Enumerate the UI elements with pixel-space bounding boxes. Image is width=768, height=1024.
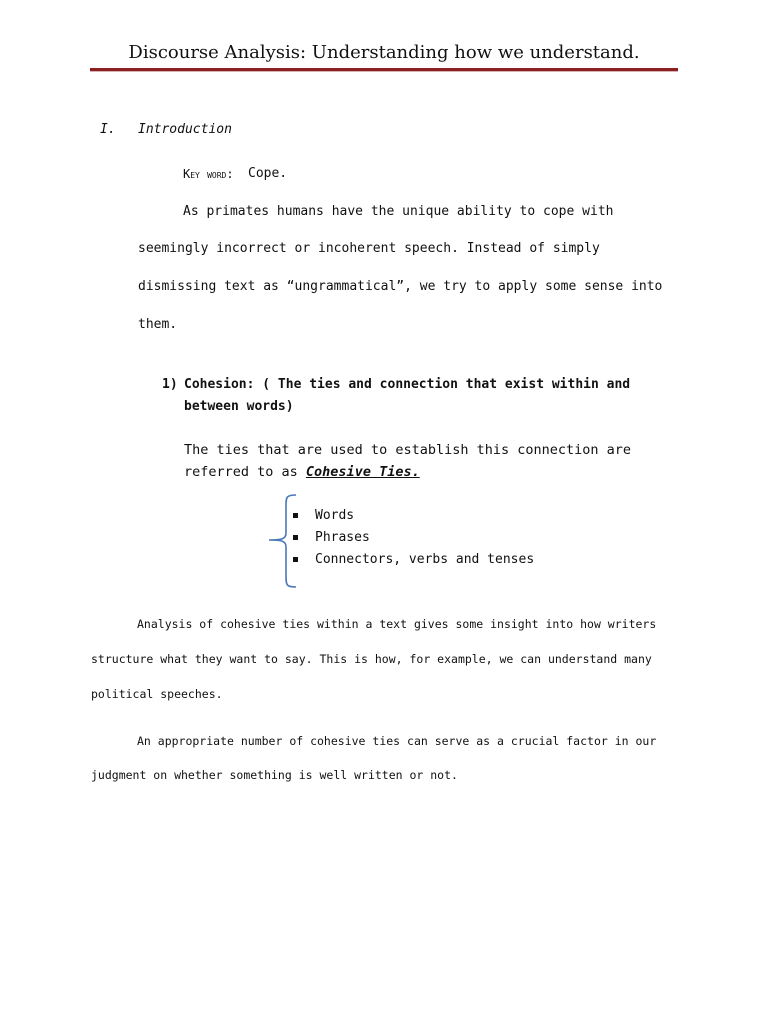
cohesive-ties-term: Cohesive Ties.	[305, 464, 420, 480]
curly-brace-icon	[266, 493, 298, 589]
keyword-label: Key word:	[183, 167, 234, 181]
bullet-item-connectors: Connectors, verbs and tenses	[315, 552, 535, 567]
intro-line-4: them.	[138, 317, 178, 332]
ties-line-1: The ties that are used to establish this connection are	[184, 442, 632, 458]
bullet-item-words: Words	[315, 508, 355, 523]
ties-line-2	[184, 464, 420, 480]
bullet-item-phrases: Phrases	[315, 530, 370, 545]
appropriate-paragraph-line-1: An appropriate number of cohesive ties can serve as a crucial factor in our	[137, 734, 657, 748]
bullet-marker	[293, 557, 298, 562]
intro-line-2: seemingly incorrect or incoherent speech. Instead of simply	[138, 241, 600, 256]
keyword-value: Cope.	[248, 166, 288, 181]
section-number: I.	[100, 122, 116, 137]
cohesion-heading-line-1: Cohesion: ( The ties and connection that exist within and	[184, 377, 631, 392]
cohesion-heading-line-2: between words)	[184, 399, 294, 414]
title-underline-rule	[90, 68, 678, 71]
intro-line-3: dismissing text as “ungrammatical”, we try to apply some sense into	[138, 279, 663, 294]
analysis-paragraph-line-2: structure what they want to say. This is how, for example, we can understand many	[91, 652, 652, 666]
bullet-marker	[293, 513, 298, 518]
analysis-paragraph-line-3: political speeches.	[91, 687, 223, 701]
bullet-marker	[293, 535, 298, 540]
intro-line-1: As primates humans have the unique ability to cope with	[183, 204, 614, 219]
section-title: Introduction	[138, 122, 232, 137]
ties-line-2-prefix: referred to as	[184, 464, 306, 480]
document-title: Discourse Analysis: Understanding how we understand.	[128, 42, 640, 63]
appropriate-paragraph-line-2: judgment on whether something is well written or not.	[91, 768, 458, 782]
analysis-paragraph-line-1: Analysis of cohesive ties within a text gives some insight into how writers	[137, 617, 657, 631]
cohesion-item-number: 1)	[162, 377, 178, 392]
